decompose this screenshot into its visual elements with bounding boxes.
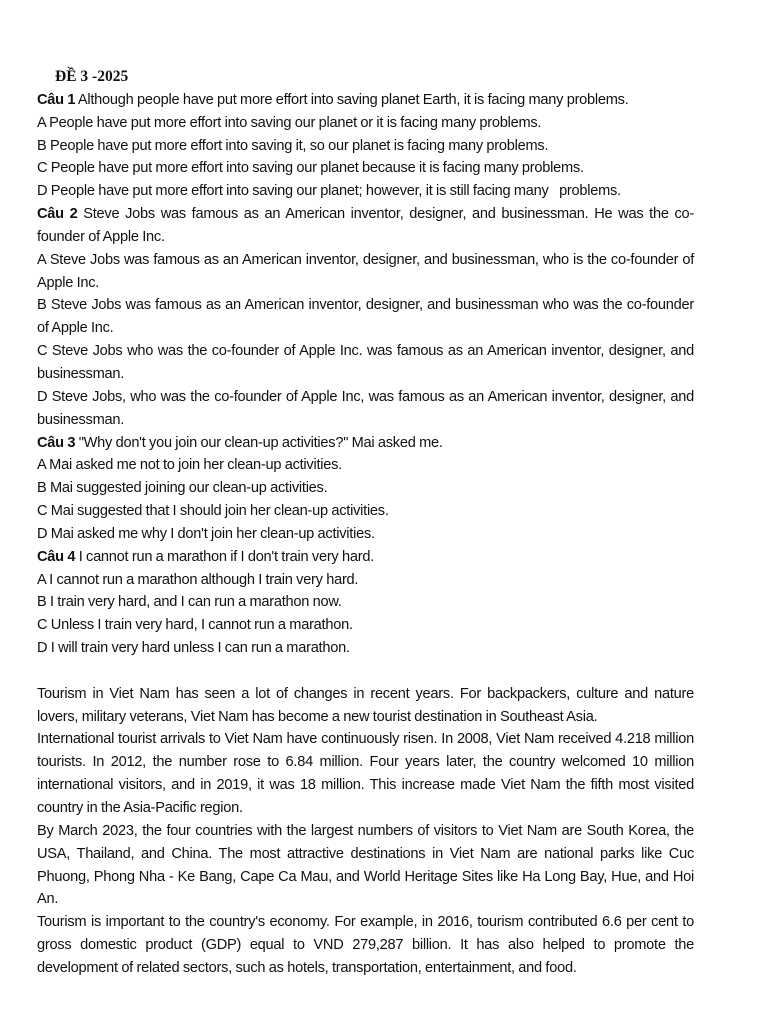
question-4-stem xyxy=(37,546,694,569)
question-4-option-a: A I cannot run a marathon although I train very hard. xyxy=(37,571,359,588)
question-1-option-c: C People have put more effort into saving our planet because it is facing many problems. xyxy=(37,160,584,177)
question-4-option-c: C Unless I train very hard, I cannot run a marathon. xyxy=(37,617,353,634)
question-2-option-b: B Steve Jobs was famous as an American inventor, designer, and businessman who was the co-founder of Apple Inc. xyxy=(37,297,694,337)
question-1-option-b: B People have put more effort into saving it, so our planet is facing many problems. xyxy=(37,137,549,154)
question-4-text: I cannot run a marathon if I don't train very hard. xyxy=(75,548,375,565)
passage-paragraph-2: International tourist arrivals to Viet Nam have continuously risen. In 2008, Viet Nam received 4.218 million tourists. In 2012, the number rose to 6.84 million. Four years later, the country welcomed 10 million international visitors, and in 2019, it was 18 million. This increase made Viet Nam the fifth most visited country in the Asia-Pacific region. xyxy=(37,731,694,816)
section-spacer xyxy=(37,660,694,683)
question-1-stem xyxy=(37,89,694,112)
question-2-option-a: A Steve Jobs was famous as an American inventor, designer, and businessman, who is the co-founder of Apple Inc. xyxy=(37,251,694,291)
question-4-option-b: B I train very hard, and I can run a marathon now. xyxy=(37,594,342,611)
question-3-label: Câu 3 xyxy=(37,434,76,451)
passage-paragraph-1: Tourism in Viet Nam has seen a lot of changes in recent years. For backpackers, culture and nature lovers, military veterans, Viet Nam has become a new tourist destination in Southeast Asia. xyxy=(37,685,694,725)
question-2-label: Câu 2 xyxy=(37,206,78,223)
question-3-text: "Why don't you join our clean-up activities?" Mai asked me. xyxy=(75,434,443,451)
question-1-option-d: D People have put more effort into saving our planet; however, it is still facing many problems. xyxy=(37,183,621,200)
passage-paragraph-3: By March 2023, the four countries with the largest numbers of visitors to Viet Nam are South Korea, the USA, Thailand, and China. The most attractive destinations in Viet Nam are national parks like Cuc Phuong, Phong Nha - Ke Bang, Cape Ca Mau, and World Heritage Sites like Ha Long Bay, Hue, and Hoi An. xyxy=(37,822,694,908)
question-2-stem xyxy=(37,203,694,249)
question-3-option-b: B Mai suggested joining our clean-up activities. xyxy=(37,480,328,497)
question-4-label: Câu 4 xyxy=(37,548,76,565)
question-3-option-d: D Mai asked me why I don't join her clean-up activities. xyxy=(37,525,375,542)
question-1-text: Although people have put more effort into saving planet Earth, it is facing many problems. xyxy=(75,91,629,108)
question-2-option-c: C Steve Jobs who was the co-founder of Apple Inc. was famous as an American inventor, designer, and businessman. xyxy=(37,343,694,382)
question-3-option-a: A Mai asked me not to join her clean-up activities. xyxy=(37,457,342,474)
question-2-text: Steve Jobs was famous as an American inventor, designer, and businessman. He was the co-founder of Apple Inc. xyxy=(37,206,694,245)
passage-paragraph-4: Tourism is important to the country's economy. For example, in 2016, tourism contributed 6.6 per cent to gross domestic product (GDP) equal to VND 279,287 billion. It has also helped to promote the development of related sectors, such as hotels, transportation, entertainment, and food. xyxy=(37,914,694,976)
question-3-option-c: C Mai suggested that I should join her clean-up activities. xyxy=(37,503,389,520)
question-1-label: Câu 1 xyxy=(37,91,76,108)
document-page xyxy=(37,66,694,980)
question-3-stem xyxy=(37,432,694,455)
question-2-option-d: D Steve Jobs, who was the co-founder of Apple Inc, was famous as an American inventor, designer, and businessman. xyxy=(37,388,694,428)
question-4-option-d: D I will train very hard unless I can run a marathon. xyxy=(37,640,350,657)
document-title: ĐỀ 3 -2025 xyxy=(55,68,129,85)
question-1-option-a: A People have put more effort into saving our planet or it is facing many problems. xyxy=(37,114,542,131)
